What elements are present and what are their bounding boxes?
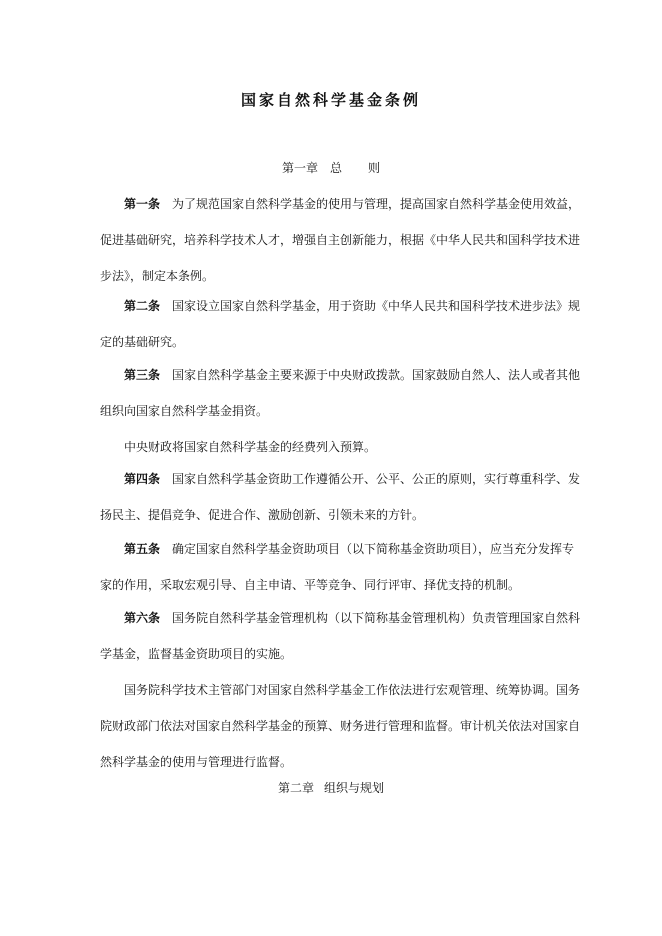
chapter-heading-2 xyxy=(0,778,662,798)
article-5 xyxy=(100,531,575,603)
paragraph-line: 院财政部门依法对国家自然科学基金的预算、财务进行管理和监督。审计机关依法对国家自 xyxy=(100,719,581,733)
article-number: 第五条 xyxy=(124,542,161,556)
paragraph-line: 然科学基金的使用与管理进行监督。 xyxy=(100,755,293,769)
article-number: 第六条 xyxy=(124,611,161,625)
paragraph-line: 中央财政将国家自然科学基金的经费列入预算。 xyxy=(124,440,377,454)
paragraph-line: 家的作用，采取宏观引导、自主申请、平等竞争、同行评审、择优支持的机制。 xyxy=(100,578,521,592)
paragraph-line: 组织向国家自然科学基金捐资。 xyxy=(100,404,269,418)
paragraph-line: 步法》，制定本条例。 xyxy=(100,269,215,283)
paragraph-line: 第二条 国家设立国家自然科学基金，用于资助《中华人民共和国科学技术进步法》规 xyxy=(124,299,581,313)
chapter-word: 则 xyxy=(368,161,381,175)
paragraph-line: 学基金，监督基金资助项目的实施。 xyxy=(100,647,293,661)
article-number: 第三条 xyxy=(124,368,161,382)
article-number: 第一条 xyxy=(124,197,161,211)
paragraph-line: 第一条 为了规范国家自然科学基金的使用与管理，提高国家自然科学基金使用效益， xyxy=(124,197,581,211)
article-number: 第二条 xyxy=(124,299,161,313)
article-1 xyxy=(100,186,581,294)
article-number: 第四条 xyxy=(124,472,161,486)
paragraph-line: 第四条 国家自然科学基金资助工作遵循公开、公平、公正的原则，实行尊重科学、发 xyxy=(124,472,581,486)
paragraph-line: 第五条 确定国家自然科学基金资助项目（以下简称基金资助项目），应当充分发挥专 xyxy=(124,542,575,556)
chapter-heading-1 xyxy=(0,158,662,178)
chapter-name: 组织与规划 xyxy=(324,781,385,795)
chapter-label: 第一章 xyxy=(281,161,318,175)
paragraph-line: 促进基础研究，培养科学技术人才，增强自主创新能力，根据《中华人民共和国科学技术进 xyxy=(100,233,581,247)
article-3 xyxy=(100,357,581,465)
article-2 xyxy=(100,288,581,360)
document-title: 国家自然科学基金条例 xyxy=(240,91,421,109)
chapter-label: 第二章 xyxy=(277,781,314,795)
paragraph-line: 扬民主、提倡竞争、促进合作、激励创新、引领未来的方针。 xyxy=(100,508,425,522)
chapter-word: 总 xyxy=(329,161,342,175)
article-4 xyxy=(100,461,581,533)
paragraph-line: 第六条 国务院自然科学基金管理机构（以下简称基金管理机构）负责管理国家自然科 xyxy=(124,611,581,625)
article-6 xyxy=(100,600,581,780)
paragraph-line: 定的基础研究。 xyxy=(100,335,185,349)
paragraph-line: 第三条 国家自然科学基金主要来源于中央财政拨款。国家鼓励自然人、法人或者其他 xyxy=(124,368,581,382)
paragraph-line: 国务院科学技术主管部门对国家自然科学基金工作依法进行宏观管理、统筹协调。国务 xyxy=(124,683,581,697)
